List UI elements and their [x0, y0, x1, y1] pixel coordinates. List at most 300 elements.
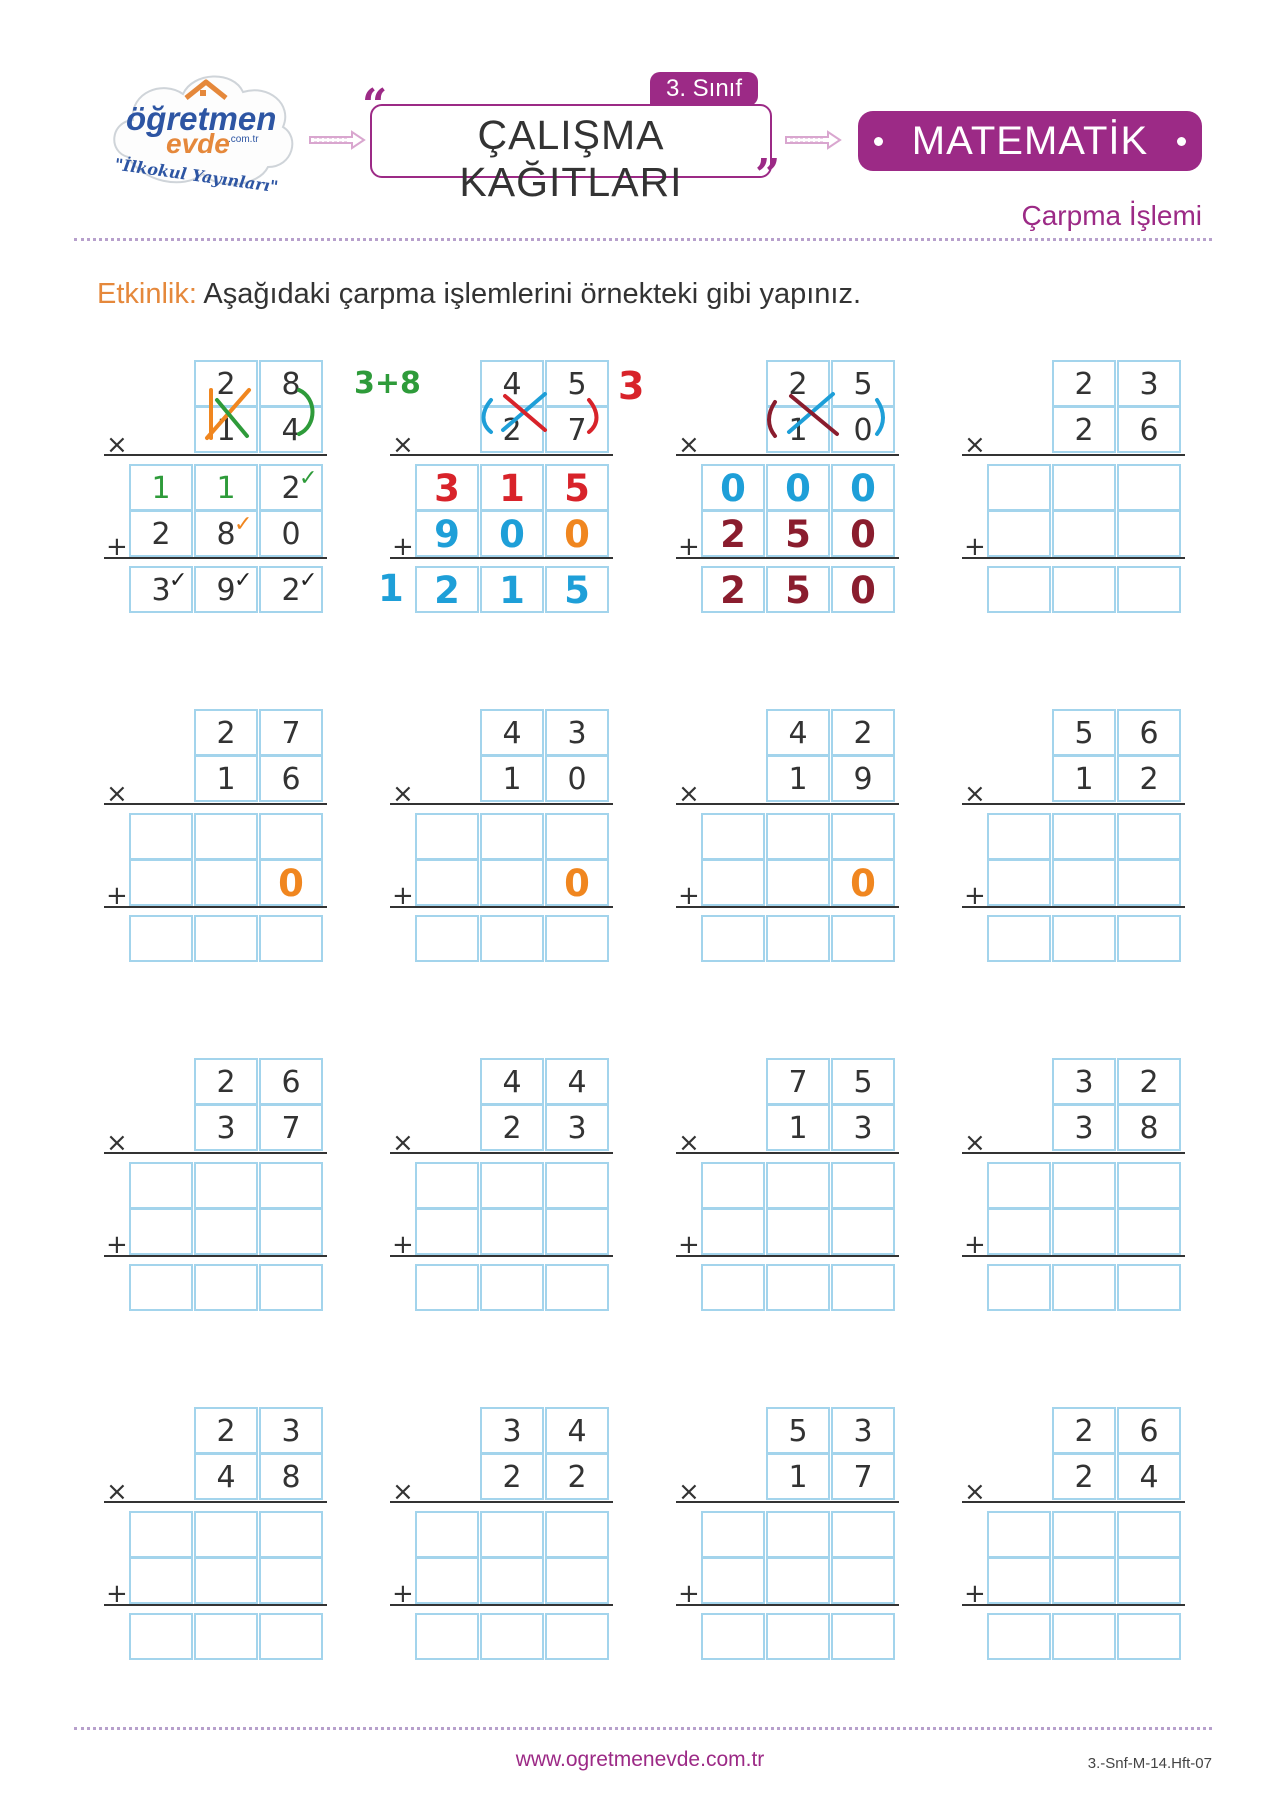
result-cell[interactable]	[1117, 566, 1181, 613]
partial-product-1-cell[interactable]	[480, 813, 544, 860]
partial-product-1-cell[interactable]: 0	[766, 464, 830, 511]
multiplier-digit[interactable]: 1	[766, 406, 830, 453]
partial-product-1-cell[interactable]	[129, 813, 193, 860]
problem-5	[104, 709, 334, 999]
multiplier-digit[interactable]: 7	[831, 1453, 895, 1500]
partial-product-1-cell[interactable]	[259, 1162, 323, 1209]
result-cell[interactable]	[701, 1613, 765, 1660]
rule-line	[676, 557, 899, 559]
result-cell[interactable]	[415, 1613, 479, 1660]
times-sign: ×	[106, 1128, 128, 1158]
partial-product-2-cell[interactable]	[701, 1557, 765, 1604]
multiplier-digit[interactable]: 3	[194, 1104, 258, 1151]
result-cell[interactable]	[259, 915, 323, 962]
partial-product-2-cell[interactable]	[701, 859, 765, 906]
multiplicand-digit[interactable]: 4	[480, 360, 544, 407]
partial-product-1-cell[interactable]: 3	[415, 464, 479, 511]
partial-product-1-cell[interactable]: 1	[480, 464, 544, 511]
problem-9	[104, 1058, 334, 1348]
multiplicand-digit[interactable]: 6	[259, 1058, 323, 1105]
rule-line	[676, 1501, 899, 1503]
rule-line	[390, 1255, 613, 1257]
multiplier-digit[interactable]: 0	[545, 755, 609, 802]
multiplier-digit[interactable]: 1	[766, 1104, 830, 1151]
partial-product-1-cell[interactable]	[1117, 1162, 1181, 1209]
partial-product-2-cell[interactable]	[194, 859, 258, 906]
problem-10	[390, 1058, 620, 1348]
partial-product-2-cell[interactable]	[545, 1557, 609, 1604]
multiplier-digit[interactable]: 7	[259, 1104, 323, 1151]
multiplicand-digit[interactable]: 3	[1117, 360, 1181, 407]
rule-line	[676, 1604, 899, 1606]
partial-product-1-cell[interactable]	[831, 1162, 895, 1209]
plus-sign: +	[964, 1579, 986, 1609]
rule-line	[390, 1152, 613, 1154]
partial-product-1-cell[interactable]	[480, 1162, 544, 1209]
partial-product-1-cell[interactable]	[1117, 813, 1181, 860]
problem-8	[962, 709, 1192, 999]
subject-badge: MATEMATİK	[858, 111, 1202, 171]
partial-product-2-cell[interactable]	[129, 1557, 193, 1604]
times-sign: ×	[678, 1477, 700, 1507]
result-cell[interactable]	[766, 1613, 830, 1660]
dot-icon	[1177, 137, 1186, 146]
result-cell[interactable]: 5	[766, 566, 830, 613]
times-sign: ×	[964, 779, 986, 809]
divider	[74, 238, 1212, 241]
result-cell[interactable]	[480, 1613, 544, 1660]
partial-product-2-cell[interactable]	[129, 859, 193, 906]
result-carry-digit: 1	[378, 567, 404, 610]
problem-15	[676, 1407, 906, 1697]
multiplier-digit[interactable]: 2	[1052, 1453, 1116, 1500]
partial-product-1-cell[interactable]	[987, 464, 1051, 511]
rule-line	[962, 1604, 1185, 1606]
times-sign: ×	[392, 779, 414, 809]
cross-multiply-arrows-icon	[475, 360, 625, 455]
partial-product-1-cell[interactable]	[831, 1511, 895, 1558]
plus-sign: +	[678, 532, 700, 562]
partial-product-1-cell[interactable]	[545, 813, 609, 860]
result-cell[interactable]	[1117, 1613, 1181, 1660]
result-cell[interactable]	[259, 1264, 323, 1311]
partial-product-1-cell[interactable]	[259, 1511, 323, 1558]
logo	[108, 62, 298, 207]
multiplicand-digit[interactable]: 3	[1052, 1058, 1116, 1105]
partial-product-2-cell[interactable]: 2	[701, 510, 765, 557]
rule-line	[390, 1501, 613, 1503]
multiplier-digit[interactable]: 8	[259, 1453, 323, 1500]
arrow-right-icon	[784, 130, 842, 150]
multiplier-digit[interactable]: 3	[1052, 1104, 1116, 1151]
rule-line	[390, 803, 613, 805]
plus-sign: +	[964, 532, 986, 562]
result-cell[interactable]: 2	[259, 566, 323, 613]
partial-product-1-cell[interactable]	[1117, 464, 1181, 511]
result-cell[interactable]	[545, 1264, 609, 1311]
partial-product-1-cell[interactable]	[701, 1511, 765, 1558]
rule-line	[962, 803, 1185, 805]
multiplier-digit[interactable]: 4	[194, 1453, 258, 1500]
result-cell[interactable]: 2	[415, 566, 479, 613]
multiplier-digit[interactable]: 1	[194, 755, 258, 802]
partial-product-1-cell[interactable]	[766, 1511, 830, 1558]
divider	[74, 1727, 1212, 1730]
multiplier-digit[interactable]: 6	[1117, 406, 1181, 453]
problem-16	[962, 1407, 1192, 1697]
multiplier-digit[interactable]: 2	[480, 1104, 544, 1151]
multiplier-digit[interactable]: 1	[194, 406, 258, 453]
partial-product-1-cell[interactable]	[194, 813, 258, 860]
logo-domain: .com.tr	[228, 134, 259, 145]
partial-product-1-cell[interactable]	[766, 813, 830, 860]
multiplicand-digit[interactable]: 5	[766, 1407, 830, 1454]
logo-tagline: "İlkokul Yayınları"	[113, 154, 280, 197]
partial-product-2-cell[interactable]	[1117, 859, 1181, 906]
multiplicand-digit[interactable]: 2	[1117, 1058, 1181, 1105]
rule-line	[962, 454, 1185, 456]
partial-product-2-cell[interactable]: 0	[831, 859, 895, 906]
result-cell[interactable]	[480, 1264, 544, 1311]
dot-icon	[874, 137, 883, 146]
multiplicand-digit[interactable]: 4	[480, 1058, 544, 1105]
partial-product-1-cell[interactable]	[1052, 813, 1116, 860]
logo-line1: öğretmen	[126, 100, 277, 137]
times-sign: ×	[106, 1477, 128, 1507]
multiplier-digit[interactable]: 1	[766, 755, 830, 802]
multiplicand-digit[interactable]: 5	[545, 360, 609, 407]
multiplicand-digit[interactable]: 2	[1052, 360, 1116, 407]
partial-product-1-cell[interactable]	[259, 813, 323, 860]
result-cell[interactable]: 3	[129, 566, 193, 613]
rule-line	[676, 1152, 899, 1154]
partial-product-2-cell[interactable]	[415, 1208, 479, 1255]
instruction-text: Aşağıdaki çarpma işlemlerini örnekteki gibi yapınız.	[203, 278, 862, 310]
multiplicand-digit[interactable]: 3	[831, 1407, 895, 1454]
cross-multiply-arrows-icon	[189, 360, 339, 455]
multiplicand-digit[interactable]: 2	[831, 709, 895, 756]
page-title: ÇALIŞMA KAĞITLARI	[459, 112, 683, 205]
multiplicand-digit[interactable]: 4	[766, 709, 830, 756]
rule-line	[676, 1255, 899, 1257]
result-cell[interactable]	[129, 915, 193, 962]
partial-product-1-cell[interactable]	[129, 1511, 193, 1558]
result-cell[interactable]	[766, 915, 830, 962]
result-cell[interactable]: 1	[480, 566, 544, 613]
partial-product-2-cell[interactable]	[129, 1208, 193, 1255]
partial-product-2-cell[interactable]: 0	[259, 859, 323, 906]
result-cell[interactable]	[831, 1613, 895, 1660]
rule-line	[390, 1604, 613, 1606]
partial-product-2-cell[interactable]: 0	[831, 510, 895, 557]
multiplicand-digit[interactable]: 7	[259, 709, 323, 756]
logo-line2: evde	[166, 128, 230, 159]
partial-product-2-cell[interactable]: 2	[129, 510, 193, 557]
rule-line	[962, 1152, 1185, 1154]
result-cell[interactable]	[129, 1264, 193, 1311]
times-sign: ×	[392, 430, 414, 460]
partial-product-2-cell[interactable]	[415, 859, 479, 906]
partial-product-2-cell[interactable]	[987, 1208, 1051, 1255]
times-sign: ×	[392, 1477, 414, 1507]
plus-sign: +	[678, 1230, 700, 1260]
times-sign: ×	[964, 1128, 986, 1158]
partial-product-2-cell[interactable]	[1117, 510, 1181, 557]
rule-line	[104, 803, 327, 805]
multiplicand-digit[interactable]: 4	[545, 1058, 609, 1105]
multiplicand-digit[interactable]: 4	[545, 1407, 609, 1454]
result-cell[interactable]: 5	[545, 566, 609, 613]
result-cell[interactable]	[194, 915, 258, 962]
plus-sign: +	[392, 881, 414, 911]
partial-product-1-cell[interactable]	[987, 1162, 1051, 1209]
multiplicand-digit[interactable]: 5	[1052, 709, 1116, 756]
partial-product-2-cell[interactable]	[1052, 859, 1116, 906]
multiplier-digit[interactable]: 4	[259, 406, 323, 453]
partial-product-2-cell[interactable]: 0	[545, 510, 609, 557]
result-cell[interactable]	[1052, 1613, 1116, 1660]
partial-product-1-cell[interactable]	[831, 813, 895, 860]
multiplier-digit[interactable]: 4	[1117, 1453, 1181, 1500]
problem-12	[962, 1058, 1192, 1348]
rule-line	[962, 557, 1185, 559]
times-sign: ×	[964, 1477, 986, 1507]
multiplier-digit[interactable]: 3	[831, 1104, 895, 1151]
rule-line	[104, 1501, 327, 1503]
problem-3	[676, 360, 906, 650]
partial-product-2-cell[interactable]	[766, 1557, 830, 1604]
partial-product-2-cell[interactable]	[1117, 1208, 1181, 1255]
footer-url[interactable]: www.ogretmenevde.com.tr	[515, 1748, 765, 1771]
partial-product-2-cell[interactable]	[987, 859, 1051, 906]
plus-sign: +	[106, 1579, 128, 1609]
partial-product-1-cell[interactable]	[415, 1511, 479, 1558]
multiplicand-digit[interactable]: 2	[194, 1058, 258, 1105]
multiplier-digit[interactable]: 3	[545, 1104, 609, 1151]
partial-product-2-cell[interactable]	[1117, 1557, 1181, 1604]
multiplier-digit[interactable]: 9	[831, 755, 895, 802]
plus-sign: +	[964, 881, 986, 911]
partial-product-1-cell[interactable]	[480, 1511, 544, 1558]
partial-product-2-cell[interactable]: 8	[194, 510, 258, 557]
partial-product-2-cell[interactable]	[259, 1208, 323, 1255]
result-cell[interactable]	[194, 1264, 258, 1311]
times-sign: ×	[106, 430, 128, 460]
result-cell[interactable]	[1052, 915, 1116, 962]
result-cell[interactable]	[987, 1264, 1051, 1311]
multiplier-digit[interactable]: 2	[1117, 755, 1181, 802]
partial-product-2-cell[interactable]	[987, 1557, 1051, 1604]
partial-product-1-cell[interactable]	[701, 813, 765, 860]
result-cell[interactable]	[987, 915, 1051, 962]
result-cell[interactable]: 0	[831, 566, 895, 613]
multiplicand-digit[interactable]: 3	[480, 1407, 544, 1454]
multiplier-digit[interactable]: 2	[480, 1453, 544, 1500]
result-cell[interactable]: 9	[194, 566, 258, 613]
problem-4	[962, 360, 1192, 650]
plus-sign: +	[678, 881, 700, 911]
partial-product-2-cell[interactable]	[831, 1208, 895, 1255]
times-sign: ×	[392, 1128, 414, 1158]
rule-line	[962, 1255, 1185, 1257]
result-cell[interactable]	[194, 1613, 258, 1660]
handwritten-note: 3	[618, 364, 645, 408]
result-cell[interactable]	[701, 1264, 765, 1311]
multiplicand-digit[interactable]: 2	[194, 1407, 258, 1454]
result-cell[interactable]	[1052, 566, 1116, 613]
multiplicand-digit[interactable]: 8	[259, 360, 323, 407]
partial-product-2-cell[interactable]	[1052, 510, 1116, 557]
checkmark-icon: ✓	[299, 466, 318, 491]
multiplier-digit[interactable]: 1	[766, 1453, 830, 1500]
partial-product-2-cell[interactable]	[259, 1557, 323, 1604]
rule-line	[676, 803, 899, 805]
checkmark-icon: ✓	[299, 568, 318, 593]
plus-sign: +	[392, 1230, 414, 1260]
result-cell[interactable]	[1117, 915, 1181, 962]
partial-product-2-cell[interactable]	[831, 1557, 895, 1604]
partial-product-2-cell[interactable]	[1052, 1208, 1116, 1255]
result-cell[interactable]	[766, 1264, 830, 1311]
partial-product-1-cell[interactable]	[1117, 1511, 1181, 1558]
result-cell[interactable]	[987, 566, 1051, 613]
plus-sign: +	[106, 532, 128, 562]
multiplicand-digit[interactable]: 2	[194, 360, 258, 407]
partial-product-2-cell[interactable]: 5	[766, 510, 830, 557]
result-cell[interactable]	[415, 915, 479, 962]
partial-product-1-cell[interactable]	[1052, 1162, 1116, 1209]
times-sign: ×	[964, 430, 986, 460]
multiplier-digit[interactable]: 0	[831, 406, 895, 453]
result-cell[interactable]: 2	[701, 566, 765, 613]
plus-sign: +	[106, 1230, 128, 1260]
partial-product-2-cell[interactable]	[766, 859, 830, 906]
result-cell[interactable]	[701, 915, 765, 962]
multiplicand-digit[interactable]: 6	[1117, 1407, 1181, 1454]
multiplicand-digit[interactable]: 4	[480, 709, 544, 756]
partial-product-2-cell[interactable]: 0	[259, 510, 323, 557]
checkmark-icon: ✓	[234, 512, 253, 537]
partial-product-1-cell[interactable]: 0	[701, 464, 765, 511]
partial-product-1-cell[interactable]: 1	[194, 464, 258, 511]
problem-11	[676, 1058, 906, 1348]
multiplicand-digit[interactable]: 2	[194, 709, 258, 756]
multiplier-digit[interactable]: 2	[545, 1453, 609, 1500]
topic-label: Çarpma İşlemi	[1021, 200, 1202, 231]
multiplier-digit[interactable]: 8	[1117, 1104, 1181, 1151]
page-code: 3.-Snf-M-14.Hft-07	[1087, 1755, 1212, 1772]
result-cell[interactable]	[129, 1613, 193, 1660]
rule-line	[676, 906, 899, 908]
result-cell[interactable]	[545, 1613, 609, 1660]
partial-product-1-cell[interactable]	[415, 1162, 479, 1209]
multiplicand-digit[interactable]: 2	[1052, 1407, 1116, 1454]
plus-sign: +	[678, 1579, 700, 1609]
result-cell[interactable]	[1117, 1264, 1181, 1311]
result-cell[interactable]	[831, 1264, 895, 1311]
multiplier-digit[interactable]: 2	[480, 406, 544, 453]
partial-product-2-cell[interactable]	[480, 859, 544, 906]
partial-product-2-cell[interactable]	[415, 1557, 479, 1604]
times-sign: ×	[678, 1128, 700, 1158]
partial-product-1-cell[interactable]	[545, 1162, 609, 1209]
partial-product-1-cell[interactable]	[545, 1511, 609, 1558]
partial-product-1-cell[interactable]	[1052, 464, 1116, 511]
partial-product-1-cell[interactable]	[766, 1162, 830, 1209]
plus-sign: +	[392, 1579, 414, 1609]
partial-product-2-cell[interactable]	[194, 1557, 258, 1604]
partial-product-1-cell[interactable]	[987, 1511, 1051, 1558]
rule-line	[962, 906, 1185, 908]
multiplicand-digit[interactable]: 2	[766, 360, 830, 407]
result-cell[interactable]	[831, 915, 895, 962]
quote-open-icon: “	[362, 80, 388, 131]
partial-product-2-cell[interactable]: 0	[545, 859, 609, 906]
partial-product-1-cell[interactable]	[194, 1162, 258, 1209]
multiplicand-digit[interactable]: 3	[545, 709, 609, 756]
partial-product-2-cell[interactable]	[766, 1208, 830, 1255]
result-cell[interactable]	[1052, 1264, 1116, 1311]
rule-line	[104, 1255, 327, 1257]
rule-line	[104, 1152, 327, 1154]
times-sign: ×	[678, 779, 700, 809]
multiplier-digit[interactable]: 1	[1052, 755, 1116, 802]
checkmark-icon: ✓	[169, 568, 188, 593]
partial-product-2-cell[interactable]	[480, 1557, 544, 1604]
partial-product-2-cell[interactable]: 0	[480, 510, 544, 557]
partial-product-2-cell[interactable]	[194, 1208, 258, 1255]
partial-product-2-cell[interactable]	[987, 510, 1051, 557]
grade-badge: 3. Sınıf	[650, 72, 758, 106]
multiplicand-digit[interactable]: 5	[831, 1058, 895, 1105]
result-cell[interactable]	[415, 1264, 479, 1311]
plus-sign: +	[964, 1230, 986, 1260]
rule-line	[390, 906, 613, 908]
result-cell[interactable]	[545, 915, 609, 962]
partial-product-1-cell[interactable]	[129, 1162, 193, 1209]
partial-product-2-cell[interactable]	[480, 1208, 544, 1255]
partial-product-1-cell[interactable]: 1	[129, 464, 193, 511]
multiplier-digit[interactable]: 1	[480, 755, 544, 802]
result-cell[interactable]	[259, 1613, 323, 1660]
multiplicand-digit[interactable]: 6	[1117, 709, 1181, 756]
plus-sign: +	[106, 881, 128, 911]
partial-product-1-cell[interactable]: 2	[259, 464, 323, 511]
partial-product-2-cell[interactable]: 9	[415, 510, 479, 557]
partial-product-2-cell[interactable]	[701, 1208, 765, 1255]
rule-line	[104, 557, 327, 559]
multiplier-digit[interactable]: 2	[1052, 406, 1116, 453]
partial-product-1-cell[interactable]	[701, 1162, 765, 1209]
partial-product-2-cell[interactable]	[1052, 1557, 1116, 1604]
result-cell[interactable]	[480, 915, 544, 962]
partial-product-1-cell[interactable]	[987, 813, 1051, 860]
multiplier-digit[interactable]: 7	[545, 406, 609, 453]
partial-product-1-cell[interactable]: 5	[545, 464, 609, 511]
partial-product-1-cell[interactable]	[415, 813, 479, 860]
multiplicand-digit[interactable]: 3	[259, 1407, 323, 1454]
partial-product-1-cell[interactable]	[1052, 1511, 1116, 1558]
rule-line	[390, 557, 613, 559]
partial-product-1-cell[interactable]: 0	[831, 464, 895, 511]
multiplicand-digit[interactable]: 7	[766, 1058, 830, 1105]
result-cell[interactable]	[987, 1613, 1051, 1660]
multiplicand-digit[interactable]: 5	[831, 360, 895, 407]
partial-product-1-cell[interactable]	[194, 1511, 258, 1558]
partial-product-2-cell[interactable]	[545, 1208, 609, 1255]
multiplier-digit[interactable]: 6	[259, 755, 323, 802]
problem-6	[390, 709, 620, 999]
